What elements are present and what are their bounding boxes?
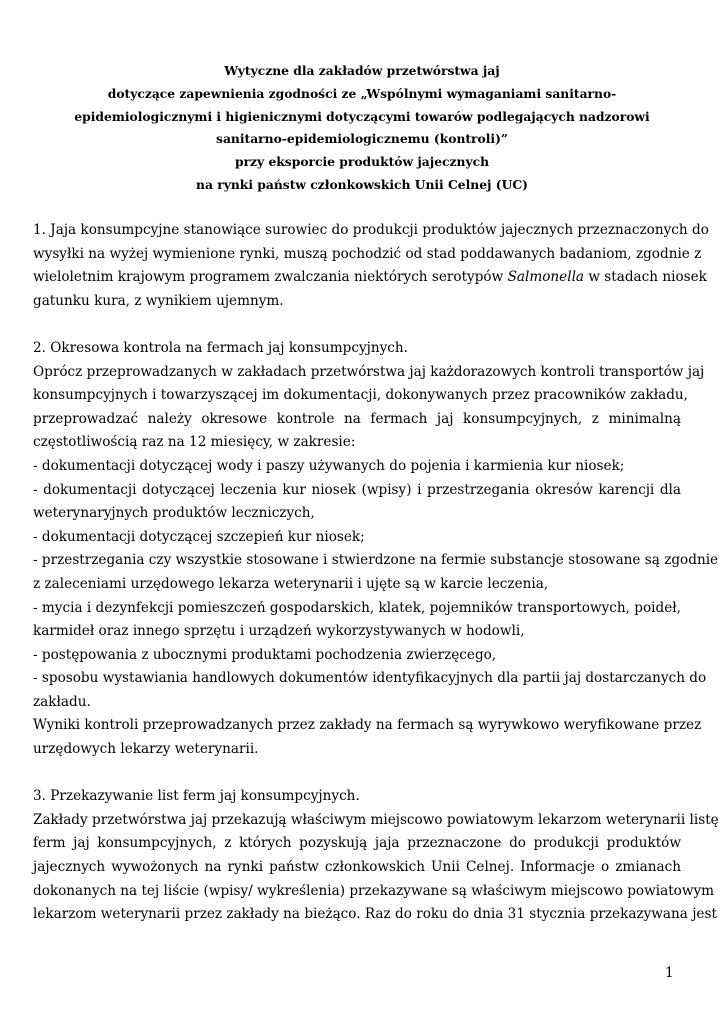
- text-run: wieloletnim krajowym programem zwalczania niektórych serotypów: [33, 269, 508, 286]
- title-line: przy eksporcie produktów jajecznych: [234, 154, 490, 170]
- page-number: 1: [665, 965, 674, 981]
- list-item-continuation: weterynaryjnych produktów leczniczych,: [33, 505, 315, 522]
- list-item-continuation: z zaleceniami urzędowego lekarza weterynarii i ujęte są w karcie leczenia,: [33, 575, 549, 592]
- list-item-continuation: karmideł oraz innego sprzętu i urządzeń wykorzystywanych w hodowli,: [33, 623, 525, 640]
- paragraph-line: urzędowych lekarzy weterynarii.: [33, 741, 259, 758]
- paragraph-line: wysyłki na wyżej wymienione rynki, muszą pochodzić od stad poddawanych badaniom, zgodnie z: [33, 245, 702, 262]
- paragraph-line: Wyniki kontroli przeprowadzanych przez zakłady na fermach są wyrywkowo weryfikowane przez: [33, 717, 702, 734]
- list-item: - dokumentacji dotyczącej leczenia kur niosek (wpisy) i przestrzegania okresów karencji dla: [33, 481, 681, 498]
- section-1: [33, 219, 709, 313]
- section-2: [33, 337, 719, 762]
- paragraph-line: lekarzom weterynarii przez zakłady na bieżąco. Raz do roku do dnia 31 stycznia przekazywana jest: [33, 906, 717, 923]
- paragraph-line: Oprócz przeprowadzanych w zakładach przetwórstwa jaj każdorazowych kontroli transportów jaj: [33, 363, 705, 380]
- paragraph-line: jajecznych wywożonych na rynki państw członkowskich Unii Celnej. Informacje o zmianach: [33, 859, 681, 876]
- list-item: - sposobu wystawiania handlowych dokumentów identyfikacyjnych dla partii jaj dostarczanych do: [33, 670, 707, 687]
- paragraph-line: przeprowadzać należy okresowe kontrole na fermach jaj konsumpcyjnych, z minimalną: [33, 410, 681, 427]
- list-item: - dokumentacji dotyczącej wody i paszy używanych do pojenia i karmienia kur niosek;: [33, 457, 625, 474]
- paragraph-spacer: [33, 313, 681, 337]
- paragraph-line: ferm jaj konsumpcyjnych, z których pozyskują jaja przeznaczone do produkcji produktów: [33, 835, 681, 852]
- title-line: Wytyczne dla zakładów przetwórstwa jaj: [224, 63, 500, 78]
- list-item: - dokumentacji dotyczącej szczepień kur niosek;: [33, 528, 365, 545]
- title-line: sanitarno-epidemiologicznemu (kontroli)”: [216, 131, 508, 147]
- section-heading: 3. Przekazywanie list ferm jaj konsumpcyjnych.: [33, 788, 360, 805]
- paragraph-line: [33, 266, 707, 290]
- paragraph-spacer: [33, 762, 681, 786]
- title-line: dotyczące zapewnienia zgodności ze „Wspólnymi wymaganiami sanitarno-: [107, 85, 617, 101]
- section-heading: 2. Okresowa kontrola na fermach jaj konsumpcyjnych.: [33, 339, 408, 356]
- list-item: - mycia i dezynfekcji pomieszczeń gospodarskich, klatek, pojemników transportowych, poideł,: [33, 599, 681, 616]
- title-line: na rynki państw członkowskich Unii Celnej (UC): [196, 176, 528, 192]
- list-item-continuation: zakładu.: [33, 693, 91, 710]
- text-run: w stadach niosek: [584, 269, 707, 286]
- document-body: [33, 219, 719, 927]
- title-line: epidemiologicznymi i higienicznymi dotyczącymi towarów podlegających nadzorowi: [74, 108, 650, 124]
- paragraph-line: konsumpcyjnych i towarzyszącej im dokumentacji, dokonywanych przez pracowników zakładu,: [33, 387, 688, 404]
- paragraph-line: gatunku kura, z wynikiem ujemnym.: [33, 292, 284, 309]
- paragraph-line: częstotliwością raz na 12 miesięcy, w zakresie:: [33, 434, 356, 451]
- section-3: [33, 785, 719, 927]
- salmonella-term: Salmonella: [507, 269, 585, 286]
- paragraph-line: dokonanych na tej liście (wpisy/ wykreślenia) przekazywane są właściwym miejscowo powiatowym: [33, 882, 715, 899]
- paragraph-line: Zakłady przetwórstwa jaj przekazują właściwym miejscowo powiatowym lekarzom weterynarii listę: [33, 811, 719, 828]
- list-item: - postępowania z ubocznymi produktami pochodzenia zwierzęcego,: [33, 646, 497, 663]
- list-item: - przestrzegania czy wszystkie stosowane i stwierdzone na fermie substancje stosowane są zgodnie: [33, 552, 719, 569]
- document-title: [30, 60, 694, 197]
- paragraph-line: 1. Jaja konsumpcyjne stanowiące surowiec do produkcji produktów jajecznych przeznaczonych do: [33, 222, 709, 238]
